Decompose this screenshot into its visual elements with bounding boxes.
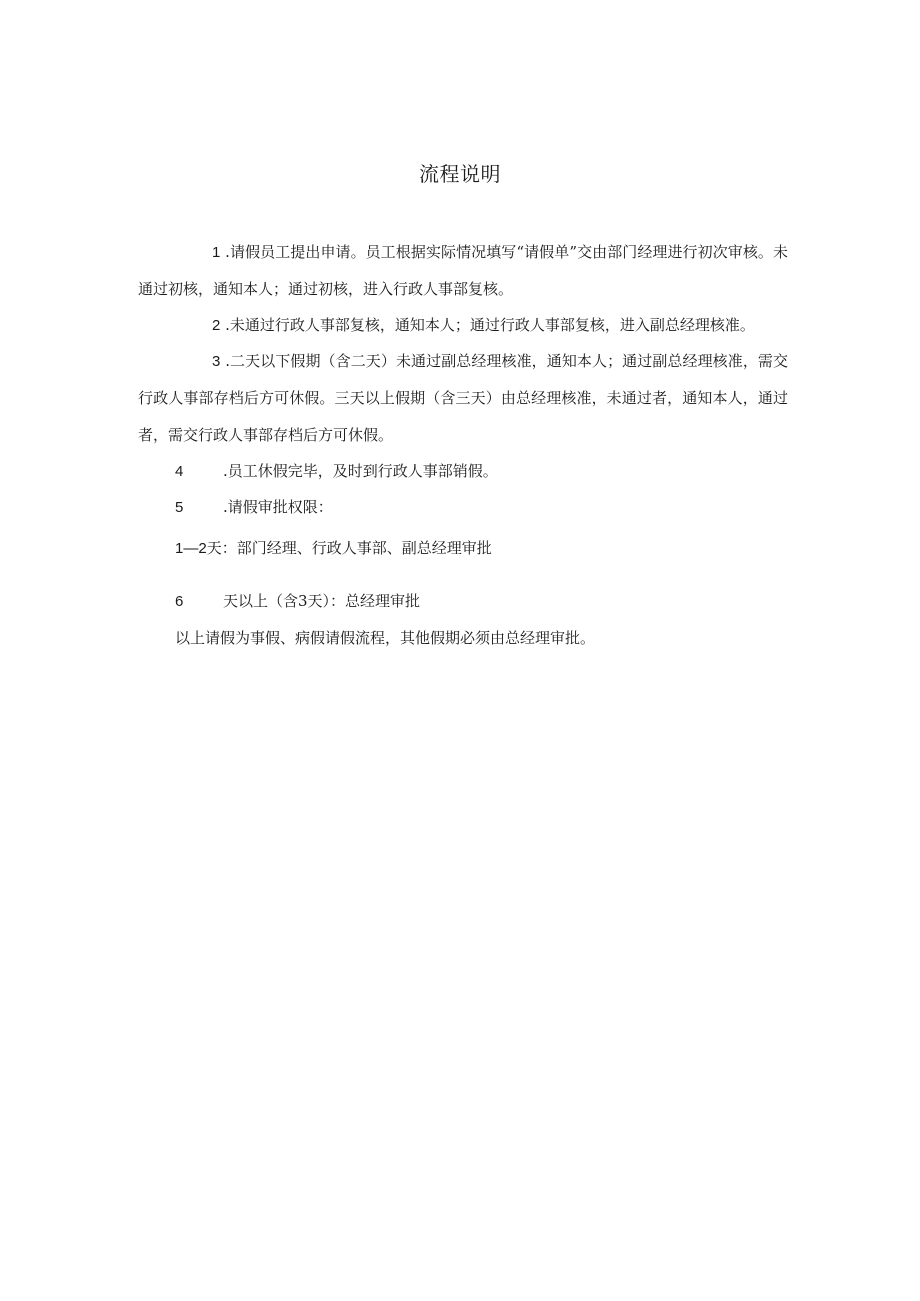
item-text-6: 天以上（含3天）：总经理审批 xyxy=(223,592,421,610)
footer-note: 以上请假为事假、病假请假流程，其他假期必须由总经理审批。 xyxy=(175,629,596,647)
item-number-4: 4 xyxy=(175,463,184,480)
item-number-6: 6 xyxy=(175,593,184,610)
item-text-2: .未通过行政人事部复核，通知本人；通过行政人事部复核，进入副总经理核准。 xyxy=(220,316,755,334)
item-number-1: 1 xyxy=(212,244,221,261)
approval-range-1-2 xyxy=(175,536,492,561)
item-number-5: 5 xyxy=(175,499,184,516)
paragraph-3 xyxy=(138,343,788,454)
range-text: 天：部门经理、行政人事部、副总经理审批 xyxy=(206,539,492,557)
item-text-1: .请假员工提出申请。员工根据实际情况填写“请假单”交由部门经理进行初次审核。未通过初核，通知本人；通过初核，进入行政人事部复核。 xyxy=(138,243,788,298)
item-number-3: 3 xyxy=(212,353,221,370)
page-title: 流程说明 xyxy=(419,162,501,186)
paragraph-4 xyxy=(175,459,498,484)
item-text-5: .请假审批权限： xyxy=(223,498,333,516)
paragraph-6 xyxy=(175,589,420,614)
range-number: 1—2 xyxy=(175,540,207,557)
paragraph-1 xyxy=(138,234,788,308)
paragraph-2 xyxy=(138,307,788,344)
item-text-3: .二天以下假期（含二天）未通过副总经理核准，通知本人；通过副总经理核准，需交行政人事部存档后方可休假。三天以上假期（含三天）由总经理核准，未通过者，通知本人，通过者，需交行政人事部存档后方可休假。 xyxy=(138,352,788,444)
item-number-2: 2 xyxy=(212,317,221,334)
paragraph-5 xyxy=(175,495,333,520)
item-text-4: .员工休假完毕，及时到行政人事部销假。 xyxy=(223,462,498,480)
